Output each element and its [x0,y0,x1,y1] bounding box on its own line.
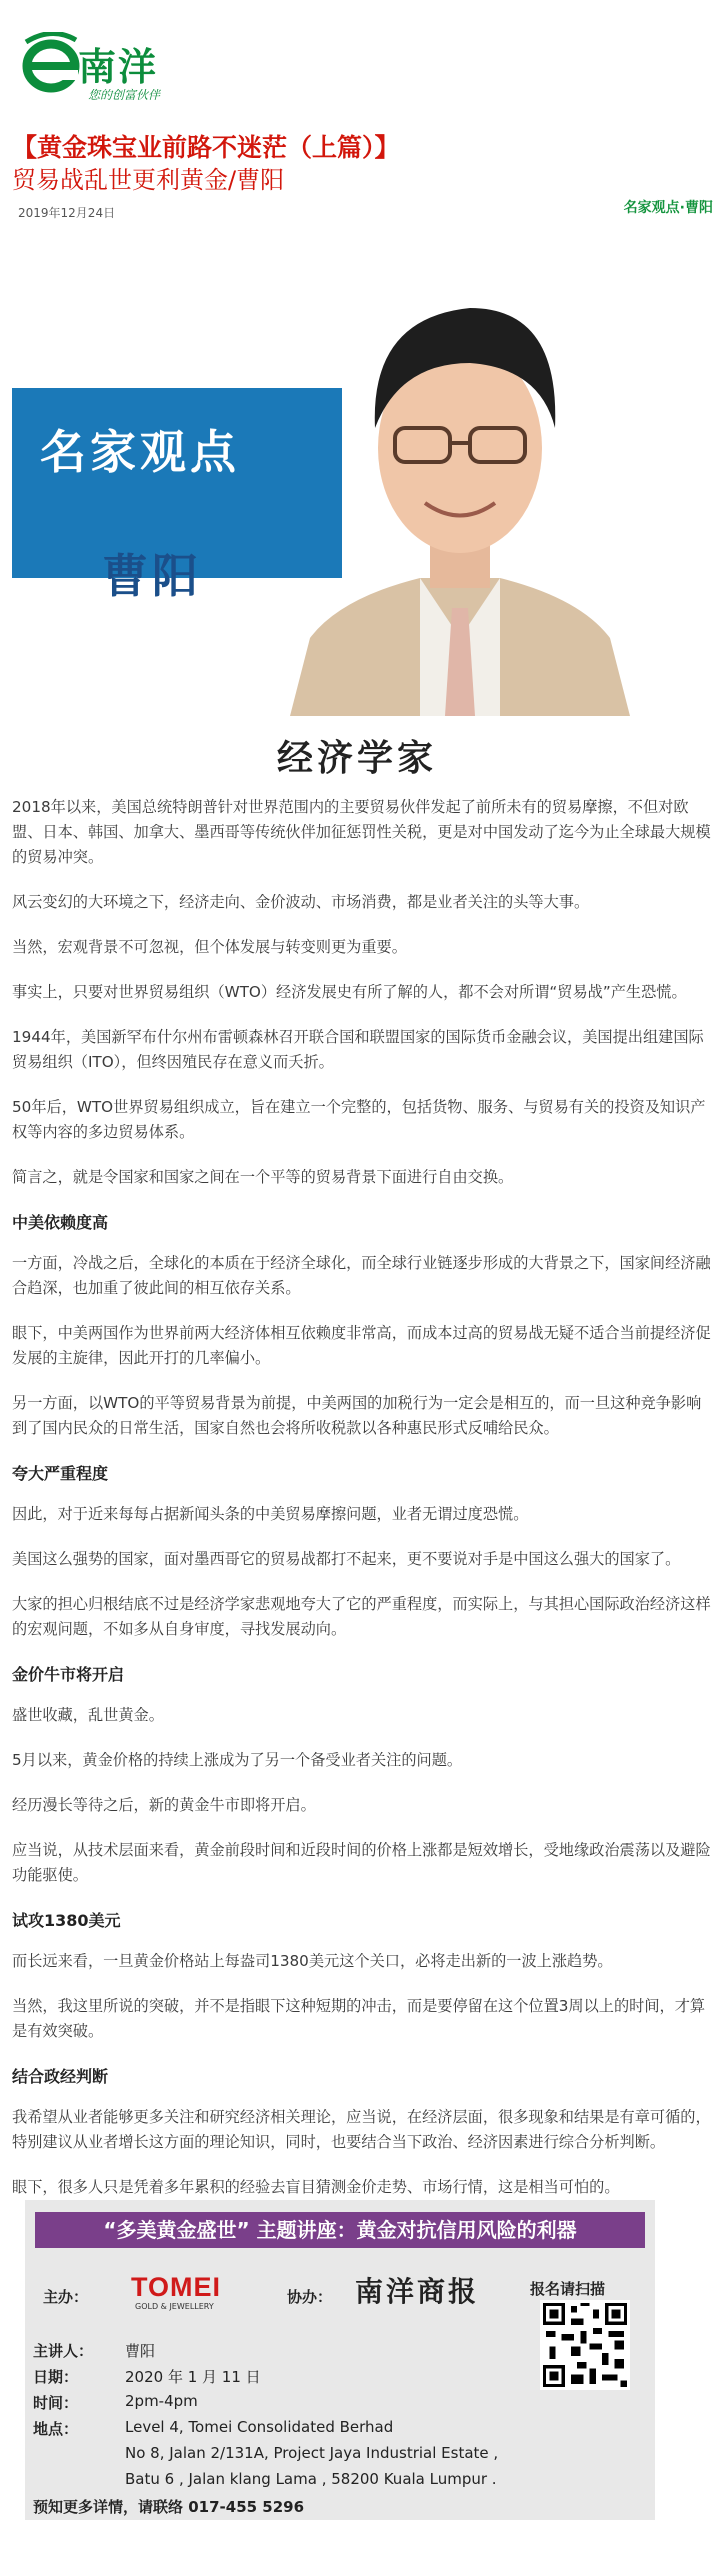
qr-code-icon[interactable] [540,2300,630,2390]
article-title: 【黄金珠宝业前路不迷茫（上篇）】 [12,133,400,162]
author-banner [12,278,642,779]
paragraph: 我希望从业者能够更多关注和研究经济相关理论，应当说，在经济层面，很多现象和结果是有章可循的，特别建议从业者增长这方面的理论知识，同时，也要结合当下政治、经济因素进行综合分析判断。 [12,2108,711,2151]
paragraph: 应当说，从技术层面来看，黄金前段时间和近段时间的价格上涨都是短效增长，受地缘政治震荡以及避险功能驱使。 [12,1841,711,1884]
article-body [12,795,712,2220]
section-heading: 结合政经判断 [12,2067,109,2086]
paragraph: 事实上，只要对世界贸易组织（WTO）经济发展史有所了解的人，都不会对所谓“贸易战”产生恐慌。 [12,983,687,1001]
speaker-value: 曹阳 [125,2342,156,2360]
article-subtitle: 贸易战乱世更利黄金/曹阳 [12,166,285,194]
time-label: 时间： [33,2394,79,2412]
section-heading: 夸大严重程度 [12,1464,109,1483]
venue-line: No 8, Jalan 2/131A, Project Jaya Industrial Estate , [125,2444,499,2462]
paragraph: 而长远来看，一旦黄金价格站上每盎司1380美元这个关口，必将走出新的一波上涨趋势。 [12,1952,613,1970]
paragraph: 另一方面，以WTO的平等贸易背景为前提，中美两国的加税行为一定会是相互的，而一旦这种竞争影响到了国内民众的日常生活，国家自然也会将所收税款以各种惠民形式反哺给民众。 [12,1394,702,1437]
paragraph: 盛世收藏，乱世黄金。 [12,1706,164,1724]
paragraph: 风云变幻的大环境之下，经济走向、金价波动、市场消费，都是业者关注的头等大事。 [12,893,590,911]
nanyang-logo-icon [22,32,80,94]
time-value: 2pm-4pm [125,2392,198,2410]
section-heading: 中美依赖度高 [12,1213,109,1232]
co-organizer-label: 协办： [287,2288,333,2306]
event-headline: “多美黄金盛世” 主题讲座：黄金对抗信用风险的利器 [35,2212,645,2248]
portrait-image [270,278,642,716]
more-info: 预知更多详情，请联络 017-455 5296 [33,2498,305,2516]
banner-author-name: 曹阳 [102,549,202,603]
column-tag[interactable]: 名家观点·曹阳 [623,200,713,216]
paragraph: 2018年以来，美国总统特朗普针对世界范围内的主要贸易伙伴发起了前所未有的贸易摩擦，不但对欧盟、日本、韩国、加拿大、墨西哥等传统伙伴加征惩罚性关税，更是对中国发动了迄今为止全球最大规模的贸易冲突。 [12,798,711,866]
logo-subtitle: 您的创富伙伴 [88,88,161,102]
venue-line: Batu 6 , Jalan klang Lama , 58200 Kuala Lumpur . [125,2470,497,2488]
nanyang-siang-pau-logo[interactable]: 南洋商报 [355,2275,480,2308]
qr-label: 报名请扫描 [530,2280,606,2298]
paragraph: 5月以来，黄金价格的持续上涨成为了另一个备受业者关注的问题。 [12,1751,463,1769]
speaker-label: 主讲人： [33,2342,94,2360]
venue-line: Level 4, Tomei Consolidated Berhad [125,2418,394,2436]
section-heading: 金价牛市将开启 [12,1665,125,1684]
paragraph: 一方面，冷战之后，全球化的本质在于经济全球化，而全球行业链逐步形成的大背景之下，国家间经济融合趋深，也加重了彼此间的相互依存关系。 [12,1254,711,1297]
paragraph: 简言之，就是令国家和国家之间在一个平等的贸易背景下面进行自由交换。 [12,1168,514,1186]
paragraph: 因此，对于近来每每占据新闻头条的中美贸易摩擦问题，业者无谓过度恐慌。 [12,1505,529,1523]
paragraph: 当然，宏观背景不可忽视，但个体发展与转变则更为重要。 [12,938,407,956]
banner-caption: 经济学家 [276,738,437,779]
venue-label: 地点： [33,2420,79,2438]
nanyang-logo[interactable] [22,30,242,100]
section-heading: 试攻1380美元 [12,1911,121,1930]
event-box [25,2200,655,2520]
paragraph: 1944年，美国新罕布什尔州布雷顿森林召开联合国和联盟国家的国际货币金融会议，美国提出组建国际贸易组织（ITO），但终因殖民存在意义而夭折。 [12,1028,704,1071]
paragraph: 眼下，中美两国作为世界前两大经济体相互依赖度非常高，而成本过高的贸易战无疑不适合当前提经济促发展的主旋律，因此开打的几率偏小。 [12,1324,711,1367]
publish-date: 2019年12月24日 [18,206,116,220]
tomei-logo-text: TOMEI [131,2272,222,2302]
banner-label: 名家观点 [40,425,240,479]
paragraph: 眼下，很多人只是凭着多年累积的经验去盲目猜测金价走势、市场行情，这是相当可怕的。 [12,2178,620,2196]
paragraph: 经历漫长等待之后，新的黄金牛市即将开启。 [12,1796,316,1814]
tomei-logo-sub: GOLD & JEWELLERY [135,2302,214,2311]
tomei-logo[interactable] [131,2272,263,2316]
paragraph: 大家的担心归根结底不过是经济学家悲观地夸大了它的严重程度，而实际上，与其担心国际政治经济这样的宏观问题，不如多从自身审度，寻找发展动向。 [12,1595,711,1638]
paragraph: 50年后，WTO世界贸易组织成立，旨在建立一个完整的，包括货物、服务、与贸易有关的投资及知识产权等内容的多边贸易体系。 [12,1098,706,1141]
paragraph: 美国这么强势的国家，面对墨西哥它的贸易战都打不起来，更不要说对手是中国这么强大的国家了。 [12,1550,681,1568]
host-label: 主办： [43,2288,89,2306]
date-value: 2020 年 1 月 11 日 [125,2368,261,2386]
logo-text: 南洋 [78,44,159,89]
paragraph: 当然，我这里所说的突破，并不是指眼下这种短期的冲击，而是要停留在这个位置3周以上的时间，才算是有效突破。 [12,1997,706,2040]
date-label: 日期： [33,2368,79,2386]
